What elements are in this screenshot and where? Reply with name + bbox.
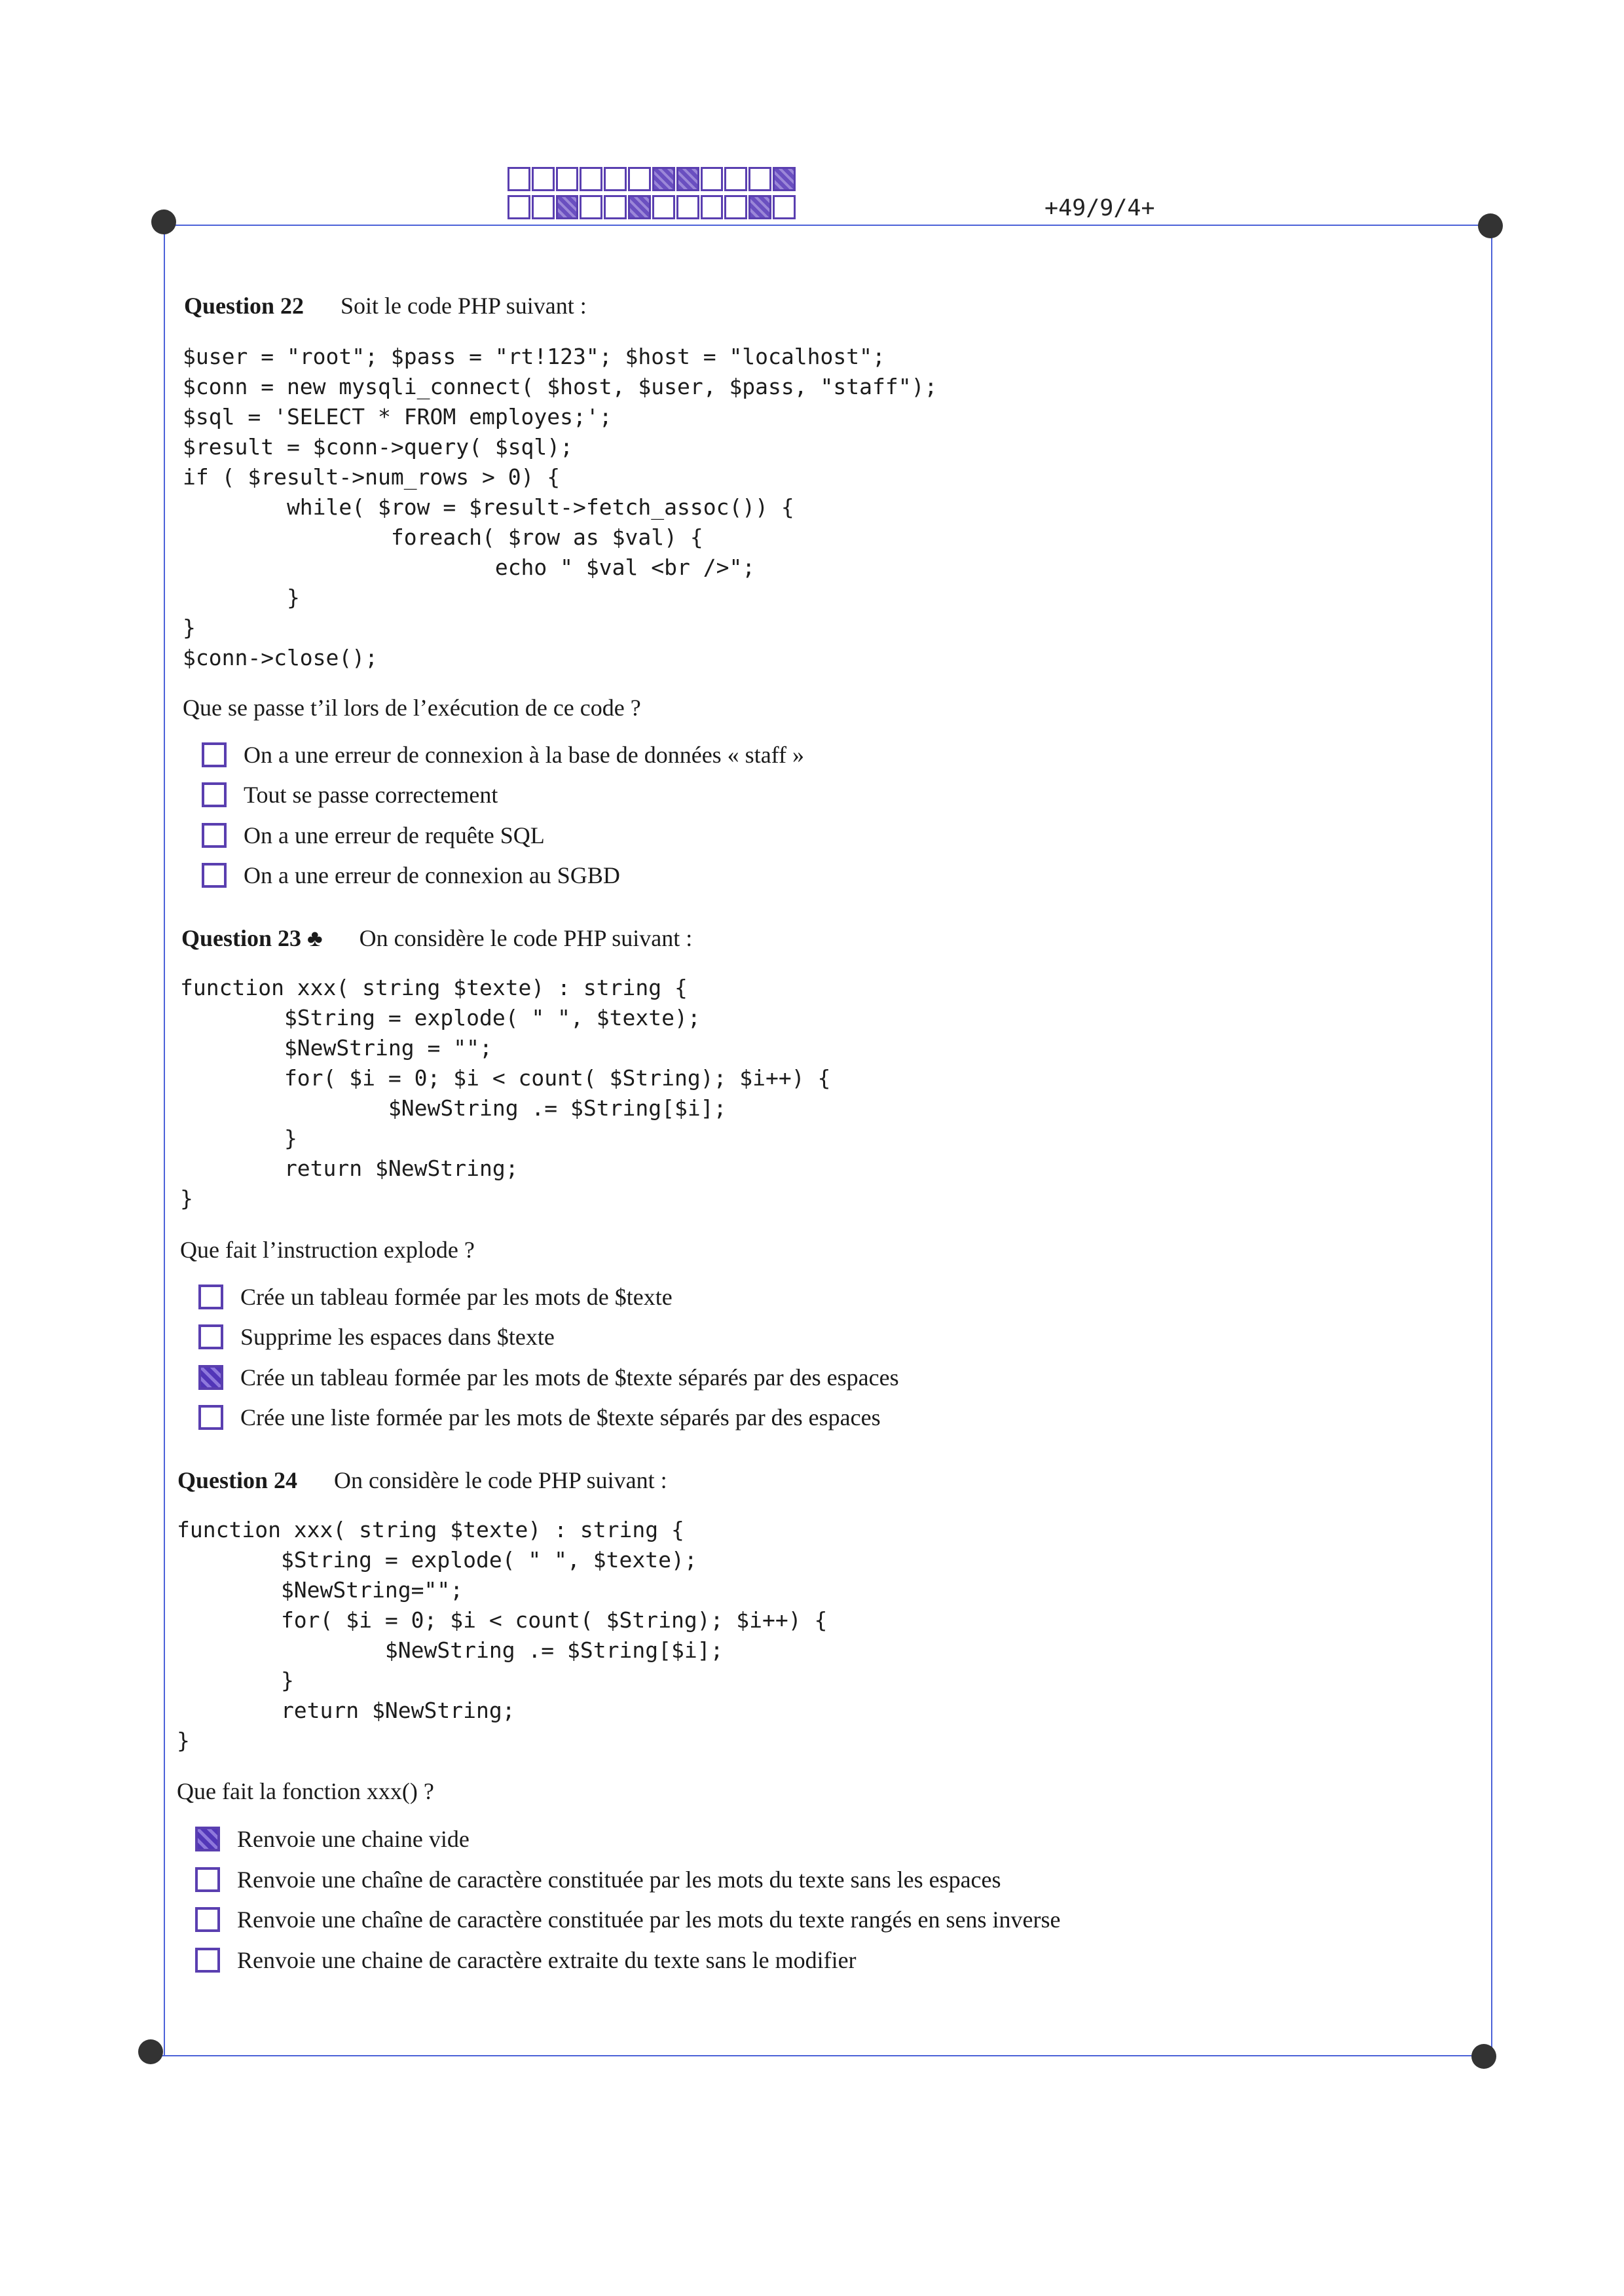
answer-label: Renvoie une chaîne de caractère constituée par les mots du texte sans les espaces	[237, 1867, 1001, 1893]
barcode-cell-empty	[748, 167, 771, 191]
barcode-cell-filled	[773, 167, 796, 191]
frame-top	[164, 225, 1493, 226]
barcode-cell-empty	[773, 195, 796, 219]
question-number: Question 24	[177, 1467, 298, 1493]
answer-label: Crée un tableau formée par les mots de $texte séparés par des espaces	[240, 1364, 899, 1391]
frame-left	[164, 225, 165, 2055]
checkbox[interactable]	[198, 1405, 223, 1430]
answer-label: On a une erreur de connexion à la base de données « staff »	[244, 742, 805, 768]
checkbox[interactable]	[202, 823, 227, 848]
answer-label: Tout se passe correctement	[244, 782, 498, 808]
barcode-cell-empty	[507, 167, 530, 191]
barcode-row-2	[507, 195, 796, 219]
answer-q22-1[interactable]	[202, 741, 804, 769]
answer-label: On a une erreur de requête SQL	[244, 822, 545, 848]
checkbox[interactable]	[195, 1867, 220, 1892]
answer-label: Renvoie une chaîne de caractère constituée par les mots du texte rangés en sens inverse	[237, 1906, 1061, 1933]
barcode-cell-empty	[507, 195, 530, 219]
question-intro: Soit le code PHP suivant :	[341, 293, 587, 319]
barcode-cell-empty	[532, 167, 555, 191]
question-intro: On considère le code PHP suivant :	[334, 1467, 667, 1493]
answer-q22-2[interactable]	[202, 781, 498, 809]
answer-q23-1[interactable]	[198, 1283, 673, 1311]
answer-label: Supprime les espaces dans $texte	[240, 1324, 555, 1350]
question-prompt-q23: Que fait l’instruction explode ?	[180, 1237, 475, 1263]
barcode-cell-filled	[652, 167, 675, 191]
checkbox[interactable]	[198, 1324, 223, 1349]
answer-q23-4[interactable]	[198, 1404, 881, 1431]
page-code: +49/9/4+	[1044, 195, 1155, 221]
code-block-q23: function xxx( string $texte) : string { $String = explode( " ", $texte); $NewString = ""; for( $i = 0; $i < count( $String); $i++) { $NewString .= $String[$i]; } return $NewString; }	[180, 975, 831, 1211]
barcode-cell-empty	[604, 195, 627, 219]
answer-label: Renvoie une chaine de caractère extraite du texte sans le modifier	[237, 1947, 857, 1973]
barcode-cell-filled	[748, 195, 771, 219]
checkbox[interactable]	[195, 1948, 220, 1973]
barcode-cell-empty	[580, 167, 602, 191]
question-24-header	[177, 1467, 667, 1494]
question-number: Question 22	[184, 293, 304, 319]
corner-mark-top-left	[151, 210, 176, 234]
code-block-q22: $user = "root"; $pass = "rt!123"; $host = "localhost"; $conn = new mysqli_connect( $host, $user, $pass, "staff"); $sql = 'SELECT * FROM employes;'; $result = $conn->query( $sql); if ( $result->num_rows > 0) { while( $row = $result->fetch_assoc()) { foreach( $row as $val) { echo " $val <br />"; } } $conn->close();	[183, 344, 938, 670]
answer-label: Crée un tableau formée par les mots de $texte	[240, 1284, 673, 1310]
barcode-row-1	[507, 167, 796, 191]
barcode-cell-empty	[604, 167, 627, 191]
question-prompt-q22: Que se passe t’il lors de l’exécution de ce code ?	[183, 695, 641, 721]
checkbox[interactable]	[198, 1285, 223, 1309]
barcode-cell-empty	[724, 167, 747, 191]
question-intro: On considère le code PHP suivant :	[359, 925, 693, 951]
barcode-cell-empty	[628, 167, 651, 191]
barcode-cell-empty	[724, 195, 747, 219]
question-number: Question 23 ♣	[181, 925, 323, 951]
answer-q23-3[interactable]	[198, 1364, 899, 1391]
answer-label: Crée une liste formée par les mots de $texte séparés par des espaces	[240, 1404, 881, 1430]
checkbox[interactable]	[195, 1907, 220, 1932]
frame-bottom	[152, 2055, 1488, 2056]
answer-q23-2[interactable]	[198, 1323, 555, 1351]
corner-mark-bottom-left	[138, 2039, 163, 2064]
barcode-cell-filled	[628, 195, 651, 219]
frame-right	[1491, 225, 1492, 2055]
checkbox-checked[interactable]	[195, 1827, 220, 1851]
barcode-cell-empty	[580, 195, 602, 219]
answer-q24-4[interactable]	[195, 1946, 857, 1974]
barcode-cell-filled	[676, 167, 699, 191]
answer-q24-2[interactable]	[195, 1866, 1001, 1893]
barcode-cell-filled	[556, 195, 579, 219]
answer-q24-3[interactable]	[195, 1906, 1061, 1933]
barcode-cell-empty	[701, 167, 724, 191]
barcode-cell-empty	[676, 195, 699, 219]
answer-label: Renvoie une chaine vide	[237, 1826, 470, 1852]
answer-q24-1[interactable]	[195, 1825, 470, 1853]
answer-label: On a une erreur de connexion au SGBD	[244, 862, 620, 888]
checkbox-checked[interactable]	[198, 1365, 223, 1390]
barcode-cell-empty	[701, 195, 724, 219]
question-prompt-q24: Que fait la fonction xxx() ?	[177, 1778, 434, 1804]
corner-mark-top-right	[1478, 213, 1503, 238]
checkbox[interactable]	[202, 782, 227, 807]
barcode-cell-empty	[652, 195, 675, 219]
barcode-cell-empty	[556, 167, 579, 191]
question-22-header	[184, 292, 587, 319]
answer-q22-4[interactable]	[202, 862, 620, 889]
corner-mark-bottom-right	[1471, 2044, 1496, 2069]
barcode-cell-empty	[532, 195, 555, 219]
question-23-header	[181, 924, 692, 952]
answer-q22-3[interactable]	[202, 822, 545, 849]
checkbox[interactable]	[202, 863, 227, 888]
code-block-q24: function xxx( string $texte) : string { $String = explode( " ", $texte); $NewString=""; for( $i = 0; $i < count( $String); $i++) { $NewString .= $String[$i]; } return $NewString; }	[177, 1517, 828, 1753]
checkbox[interactable]	[202, 742, 227, 767]
